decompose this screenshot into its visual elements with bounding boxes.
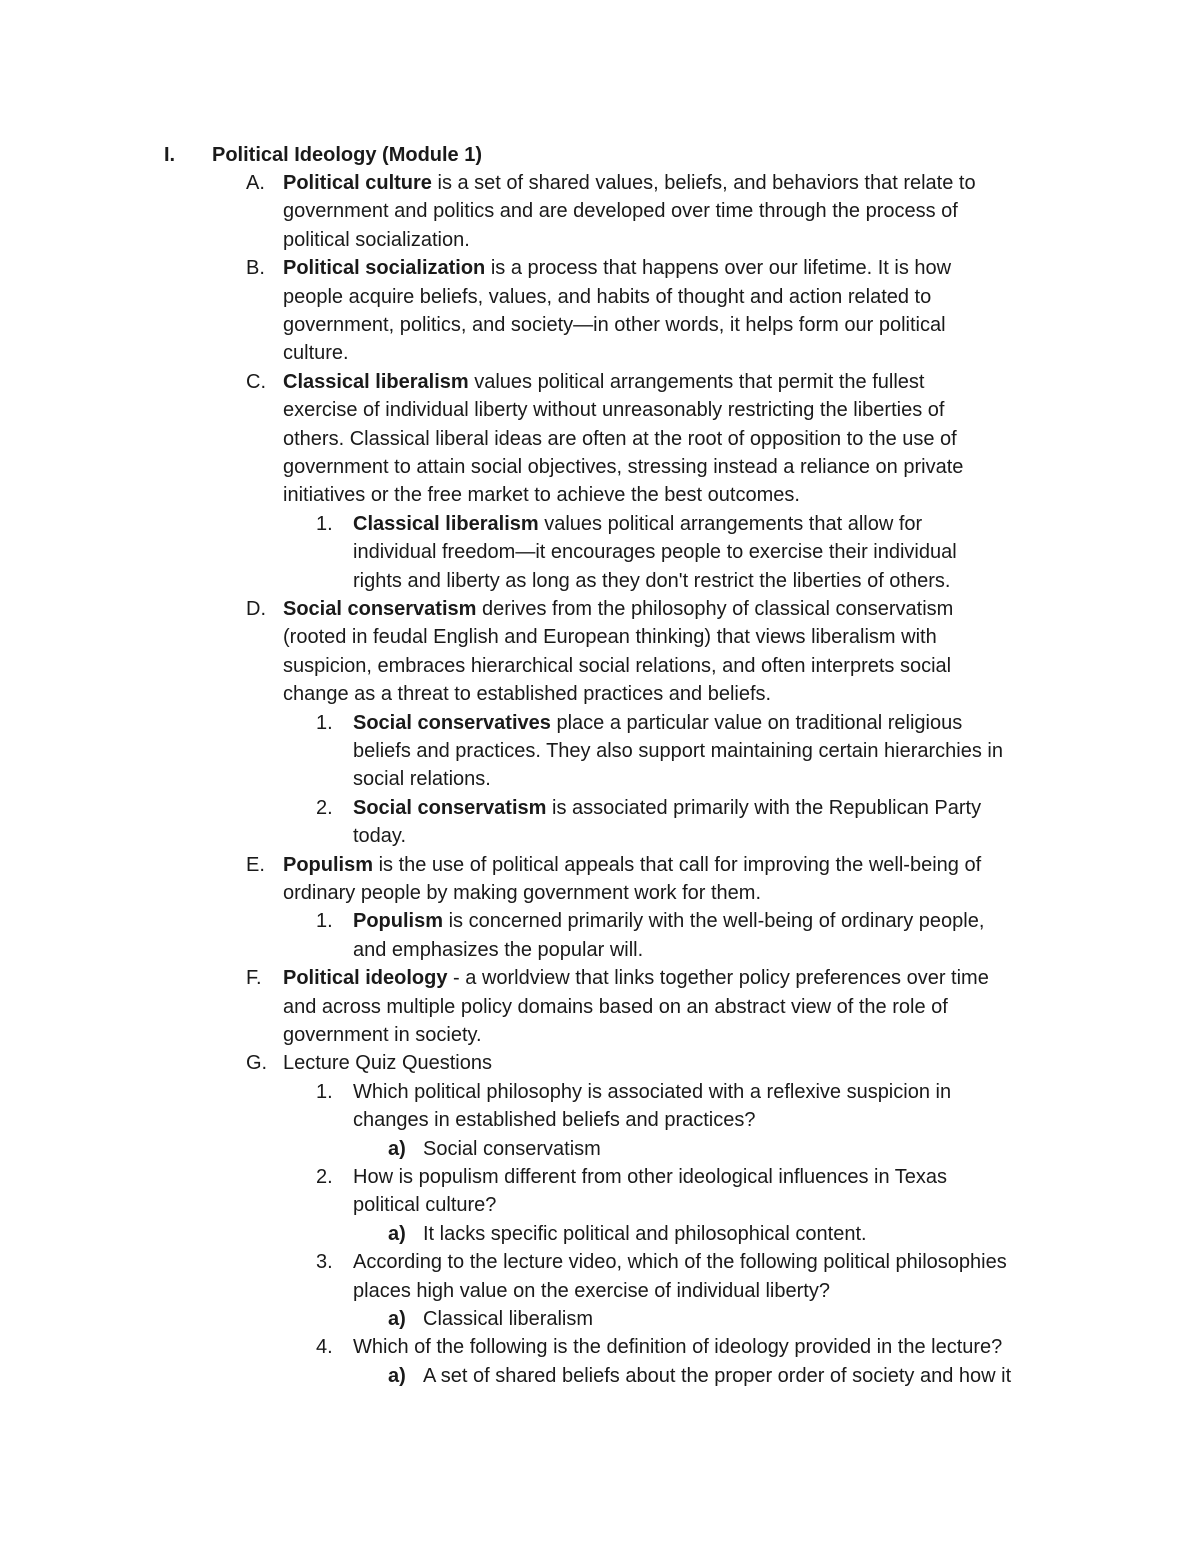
line-text: today.: [353, 825, 406, 848]
line-text: others. Classical liberal ideas are often at the root of opposition to the use of: [283, 427, 957, 450]
question-number: 2.: [316, 1165, 333, 1188]
term-bold: Populism: [353, 910, 444, 933]
item-text-line: [283, 680, 771, 708]
line-text: is the use of political appeals that call for improving the well-being of: [373, 853, 982, 876]
line-text: is concerned primarily with the well-being of ordinary people,: [443, 910, 985, 933]
line-text: Social conservatism: [423, 1137, 601, 1160]
line-text: is associated primarily with the Republican Party: [546, 796, 982, 819]
subitem-text-line: [353, 567, 950, 595]
term-bold: Classical liberalism: [353, 512, 539, 535]
line-text: and emphasizes the popular will.: [353, 938, 644, 961]
line-text: exercise of individual liberty without unreasonably restricting the liberties of: [283, 399, 945, 422]
answer-marker: a): [388, 1137, 406, 1160]
item-text-line: [283, 339, 349, 367]
question-text-line: [353, 1106, 755, 1134]
subitem-heading-line: [353, 709, 962, 737]
line-text: Classical liberalism: [423, 1307, 594, 1330]
question-text-line: [353, 1163, 947, 1191]
line-text: derives from the philosophy of classical conservatism: [476, 597, 954, 620]
item-text-line: [283, 1021, 482, 1049]
line-text: Which political philosophy is associated with a reflexive suspicion in: [353, 1080, 952, 1103]
item-letter: F.: [246, 967, 262, 990]
question-number: 1.: [316, 1080, 333, 1103]
line-text: change as a threat to established practices and beliefs.: [283, 683, 772, 706]
line-text: people acquire beliefs, values, and habits of thought and action related to: [283, 285, 932, 308]
item-heading-line: [283, 368, 924, 396]
item-letter: E.: [246, 853, 265, 876]
term-bold: Populism: [283, 853, 374, 876]
question-text-line: [353, 1277, 830, 1305]
question-text-line: [353, 1191, 496, 1219]
question-text-line: [353, 1248, 1007, 1276]
item-letter: D.: [246, 597, 266, 620]
line-text: individual freedom—it encourages people to exercise their individual: [353, 541, 957, 564]
line-text: government, politics, and society—in other words, it helps form our political: [283, 313, 946, 336]
item-letter: A.: [246, 171, 265, 194]
subitem-heading-line: [353, 907, 984, 935]
item-text-line: [283, 993, 948, 1021]
line-text: place a particular value on traditional religious: [550, 711, 963, 734]
line-text: Which of the following is the definition of ideology provided in the lecture?: [353, 1336, 1003, 1359]
line-text: changes in established beliefs and practices?: [353, 1109, 756, 1132]
line-text: - a worldview that links together policy preferences over time: [447, 967, 989, 990]
item-heading-line: [283, 169, 976, 197]
item-text-line: [283, 879, 761, 907]
term-bold: Social conservatism: [283, 597, 477, 620]
line-text: and across multiple policy domains based on an abstract view of the role of: [283, 995, 948, 1018]
line-text: government in society.: [283, 1023, 482, 1046]
line-text: (rooted in feudal English and European thinking) that views liberalism with: [283, 626, 937, 649]
term-bold: Political ideology: [283, 967, 448, 990]
answer-text-line: [423, 1362, 1011, 1390]
line-text: places high value on the exercise of individual liberty?: [353, 1279, 830, 1302]
line-text: values political arrangements that allow for: [538, 512, 923, 535]
item-text-line: [283, 311, 946, 339]
term-bold: Political culture: [283, 171, 432, 194]
line-text: It lacks specific political and philosophical content.: [423, 1222, 867, 1245]
line-text: is a set of shared values, beliefs, and behaviors that relate to: [431, 171, 976, 194]
term-bold: Social conservatives: [353, 711, 551, 734]
answer-marker: a): [388, 1222, 406, 1245]
subitem-text-line: [353, 737, 1003, 765]
item-text-line: [283, 652, 951, 680]
item-text-line: [283, 481, 800, 509]
item-text-line: [283, 283, 931, 311]
item-text-line: [283, 623, 937, 651]
section-numeral: I.: [164, 143, 176, 166]
question-text-line: [353, 1078, 951, 1106]
item-heading-line: [283, 964, 989, 992]
line-text: suspicion, embraces hierarchical social relations, and often interprets social: [283, 654, 952, 677]
question-number: 3.: [316, 1251, 333, 1274]
line-text: According to the lecture video, which of the following political philosophies: [353, 1251, 1007, 1274]
term-bold: Political socialization: [283, 257, 486, 280]
line-text: is a process that happens over our lifetime. It is how: [485, 257, 952, 280]
subitem-number: 2.: [316, 796, 333, 819]
line-text: political culture?: [353, 1194, 497, 1217]
item-heading-line: [283, 1049, 492, 1077]
line-text: A set of shared beliefs about the proper order of society and how it: [423, 1364, 1012, 1387]
line-text: How is populism different from other ideological influences in Texas: [353, 1165, 948, 1188]
line-text: government to attain social objectives, stressing instead a reliance on private: [283, 455, 964, 478]
subitem-text-line: [353, 822, 406, 850]
subitem-number: 1.: [316, 910, 333, 933]
line-text: government and politics and are developed over time through the process of: [283, 200, 958, 223]
line-text: values political arrangements that permit the fullest: [468, 370, 925, 393]
question-text-line: [353, 1333, 1002, 1361]
item-text-line: [283, 396, 944, 424]
answer-text-line: [423, 1135, 601, 1163]
item-letter: C.: [246, 370, 266, 393]
subitem-number: 1.: [316, 711, 333, 734]
term-bold: Classical liberalism: [283, 370, 469, 393]
answer-marker: a): [388, 1364, 406, 1387]
line-text: social relations.: [353, 768, 491, 791]
subitem-heading-line: [353, 510, 922, 538]
answer-marker: a): [388, 1307, 406, 1330]
question-number: 4.: [316, 1336, 333, 1359]
item-heading-line: [283, 254, 951, 282]
line-text: Lecture Quiz Questions: [283, 1052, 492, 1075]
subitem-text-line: [353, 936, 643, 964]
item-heading-line: [283, 851, 981, 879]
line-text: culture.: [283, 342, 349, 365]
item-letter: B.: [246, 257, 265, 280]
section-title: Political Ideology (Module 1): [212, 143, 483, 166]
item-heading-line: [283, 595, 953, 623]
item-text-line: [283, 226, 470, 254]
subitem-text-line: [353, 538, 957, 566]
answer-text-line: [423, 1220, 867, 1248]
subitem-heading-line: [353, 794, 981, 822]
line-text: rights and liberty as long as they don't restrict the liberties of others.: [353, 569, 951, 592]
line-text: beliefs and practices. They also support maintaining certain hierarchies in: [353, 739, 1003, 762]
item-text-line: [283, 425, 957, 453]
term-bold: Social conservatism: [353, 796, 547, 819]
item-text-line: [283, 453, 963, 481]
line-text: initiatives or the free market to achieve the best outcomes.: [283, 484, 800, 507]
subitem-text-line: [353, 765, 491, 793]
answer-text-line: [423, 1305, 593, 1333]
line-text: political socialization.: [283, 228, 470, 251]
item-text-line: [283, 197, 958, 225]
subitem-number: 1.: [316, 512, 333, 535]
line-text: ordinary people by making government work for them.: [283, 881, 762, 904]
item-letter: G.: [246, 1052, 268, 1075]
